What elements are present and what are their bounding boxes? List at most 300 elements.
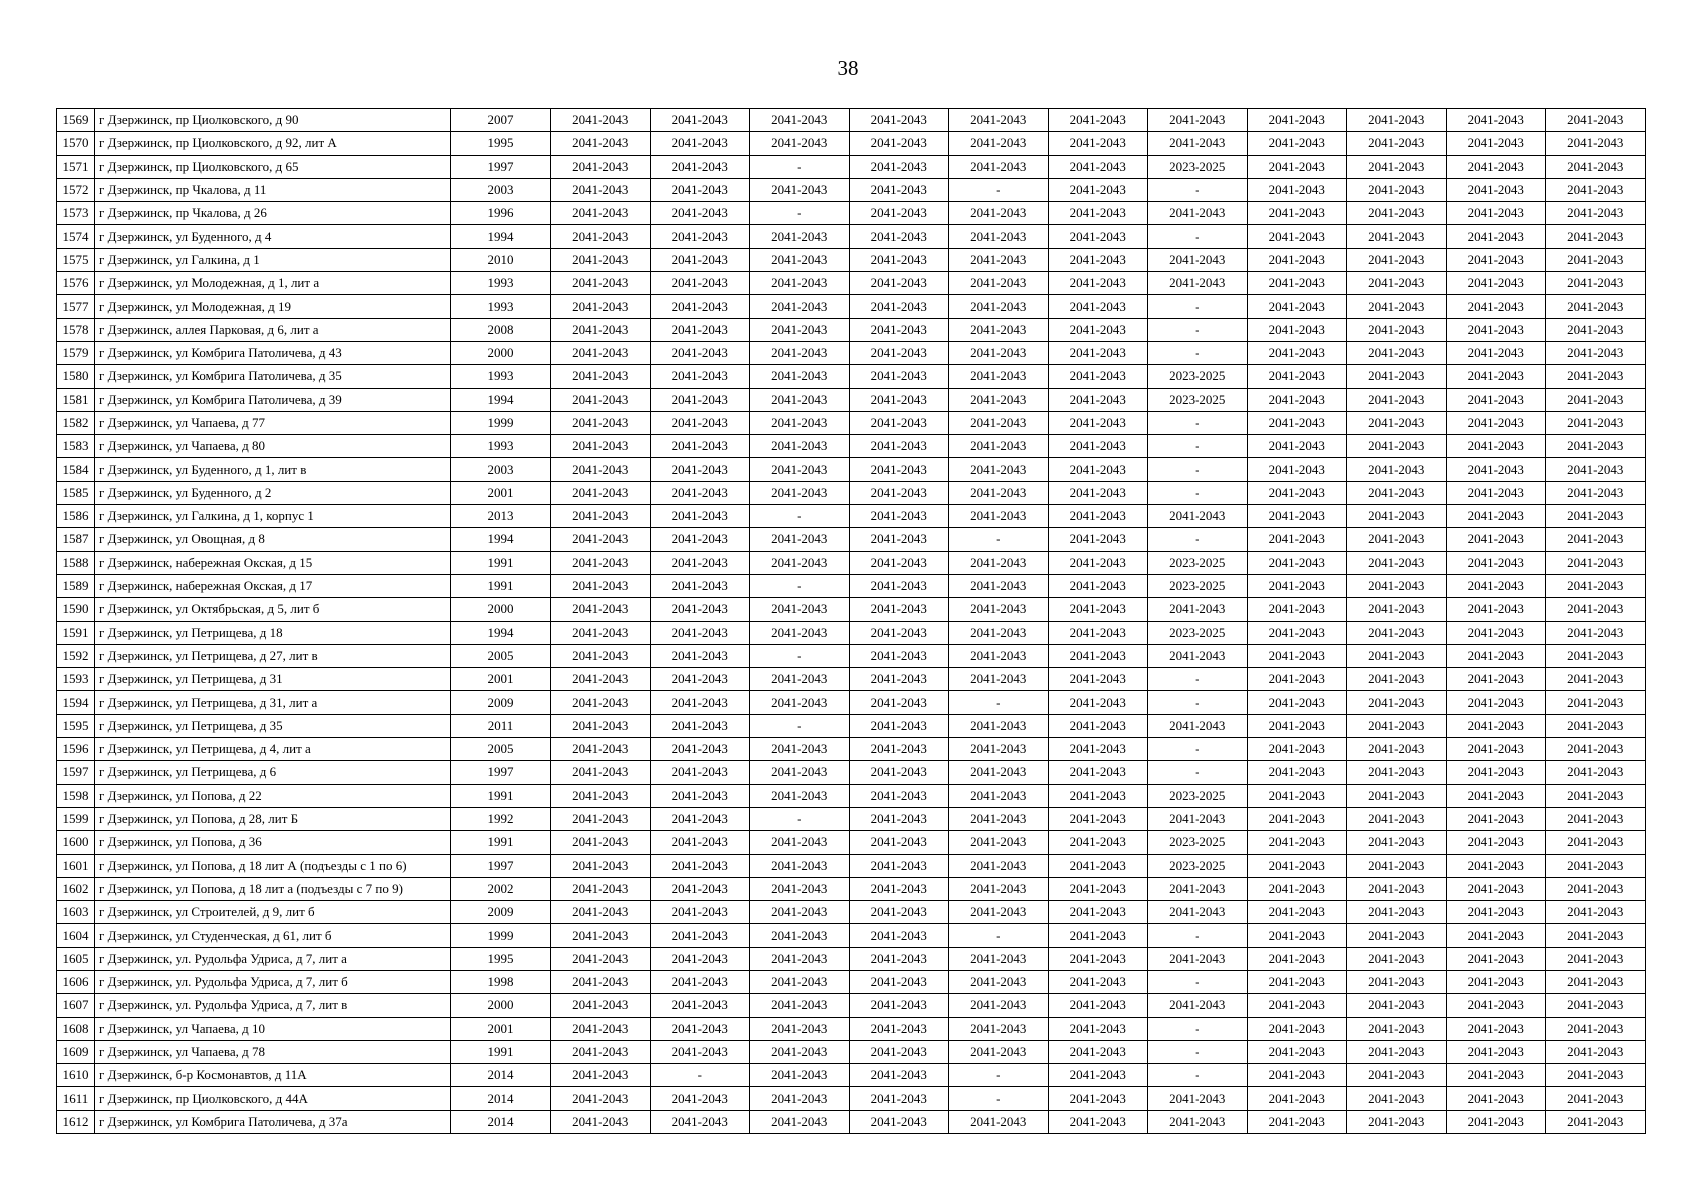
period-cell: 2041-2043 xyxy=(1247,831,1347,854)
period-cell: - xyxy=(1148,178,1248,201)
table-row xyxy=(57,341,1646,364)
period-cell: 2041-2043 xyxy=(750,1017,850,1040)
period-cell: 2041-2043 xyxy=(750,1064,850,1087)
period-cell: 2041-2043 xyxy=(750,528,850,551)
period-cell: 2041-2043 xyxy=(750,598,850,621)
period-cell: 2041-2043 xyxy=(949,155,1049,178)
period-cell: 2041-2043 xyxy=(949,807,1049,830)
year-cell: 1991 xyxy=(451,831,551,854)
period-cell: 2041-2043 xyxy=(1148,202,1248,225)
row-number-cell: 1570 xyxy=(57,132,95,155)
period-cell: 2041-2043 xyxy=(1048,435,1148,458)
period-cell: 2041-2043 xyxy=(650,225,750,248)
table-row xyxy=(57,574,1646,597)
period-cell: - xyxy=(1148,318,1248,341)
table-row xyxy=(57,831,1646,854)
address-cell: г Дзержинск, ул Попова, д 18 лит а (подъезды с 7 по 9) xyxy=(95,877,451,900)
period-cell: 2041-2043 xyxy=(1347,901,1447,924)
period-cell: - xyxy=(949,691,1049,714)
period-cell: - xyxy=(1148,295,1248,318)
period-cell: 2041-2043 xyxy=(750,341,850,364)
period-cell: 2041-2043 xyxy=(849,970,949,993)
period-cell: 2041-2043 xyxy=(949,132,1049,155)
period-cell: 2041-2043 xyxy=(849,225,949,248)
period-cell: 2041-2043 xyxy=(750,458,850,481)
period-cell: 2041-2043 xyxy=(1347,435,1447,458)
year-cell: 1996 xyxy=(451,202,551,225)
period-cell: 2041-2043 xyxy=(1247,714,1347,737)
row-number-cell: 1595 xyxy=(57,714,95,737)
row-number-cell: 1573 xyxy=(57,202,95,225)
period-cell: 2041-2043 xyxy=(1446,784,1546,807)
row-number-cell: 1612 xyxy=(57,1110,95,1133)
address-cell: г Дзержинск, ул Овощная, д 8 xyxy=(95,528,451,551)
period-cell: - xyxy=(1148,411,1248,434)
table-row xyxy=(57,272,1646,295)
period-cell: 2041-2043 xyxy=(1247,272,1347,295)
period-cell: 2041-2043 xyxy=(1546,1017,1646,1040)
year-cell: 2003 xyxy=(451,178,551,201)
period-cell: 2041-2043 xyxy=(1247,761,1347,784)
period-cell: 2041-2043 xyxy=(1148,109,1248,132)
period-cell: 2041-2043 xyxy=(849,528,949,551)
period-cell: 2041-2043 xyxy=(849,132,949,155)
address-cell: г Дзержинск, аллея Парковая, д 6, лит а xyxy=(95,318,451,341)
period-cell: - xyxy=(1148,341,1248,364)
period-cell: 2041-2043 xyxy=(1048,1110,1148,1133)
period-cell: 2041-2043 xyxy=(750,784,850,807)
period-cell: 2041-2043 xyxy=(1446,738,1546,761)
period-cell: 2041-2043 xyxy=(1048,505,1148,528)
row-number-cell: 1574 xyxy=(57,225,95,248)
table-row xyxy=(57,621,1646,644)
period-cell: 2041-2043 xyxy=(1347,784,1447,807)
period-cell: - xyxy=(949,1087,1049,1110)
period-cell: 2041-2043 xyxy=(849,691,949,714)
period-cell: 2041-2043 xyxy=(1247,365,1347,388)
period-cell: 2041-2043 xyxy=(1446,202,1546,225)
period-cell: 2023-2025 xyxy=(1148,388,1248,411)
period-cell: 2041-2043 xyxy=(1446,714,1546,737)
period-cell: 2041-2043 xyxy=(1048,295,1148,318)
year-cell: 2005 xyxy=(451,644,551,667)
period-cell: 2041-2043 xyxy=(949,970,1049,993)
table-row xyxy=(57,435,1646,458)
period-cell: 2041-2043 xyxy=(849,481,949,504)
period-cell: 2023-2025 xyxy=(1148,854,1248,877)
period-cell: 2041-2043 xyxy=(650,202,750,225)
period-cell: 2041-2043 xyxy=(1048,1040,1148,1063)
period-cell: 2041-2043 xyxy=(1048,551,1148,574)
period-cell: - xyxy=(750,574,850,597)
period-cell: 2041-2043 xyxy=(1048,365,1148,388)
table-row xyxy=(57,481,1646,504)
period-cell: - xyxy=(949,924,1049,947)
period-cell: 2041-2043 xyxy=(1446,458,1546,481)
period-cell: 2041-2043 xyxy=(849,1087,949,1110)
period-cell: 2041-2043 xyxy=(1148,714,1248,737)
year-cell: 2014 xyxy=(451,1110,551,1133)
period-cell: 2041-2043 xyxy=(1247,1017,1347,1040)
address-cell: г Дзержинск, пр Чкалова, д 26 xyxy=(95,202,451,225)
period-cell: 2041-2043 xyxy=(849,458,949,481)
table-row xyxy=(57,1110,1646,1133)
period-cell: 2041-2043 xyxy=(1247,435,1347,458)
address-cell: г Дзержинск, ул Попова, д 18 лит А (подъезды с 1 по 6) xyxy=(95,854,451,877)
period-cell: 2041-2043 xyxy=(1546,551,1646,574)
year-cell: 1999 xyxy=(451,924,551,947)
row-number-cell: 1604 xyxy=(57,924,95,947)
period-cell: 2041-2043 xyxy=(849,248,949,271)
address-cell: г Дзержинск, ул Чапаева, д 10 xyxy=(95,1017,451,1040)
period-cell: 2041-2043 xyxy=(650,854,750,877)
period-cell: 2041-2043 xyxy=(1446,272,1546,295)
address-cell: г Дзержинск, ул Попова, д 22 xyxy=(95,784,451,807)
address-cell: г Дзержинск, ул Комбрига Патоличева, д 35 xyxy=(95,365,451,388)
row-number-cell: 1588 xyxy=(57,551,95,574)
address-cell: г Дзержинск, ул Чапаева, д 78 xyxy=(95,1040,451,1063)
period-cell: 2041-2043 xyxy=(1347,714,1447,737)
period-cell: 2041-2043 xyxy=(551,225,651,248)
period-cell: 2041-2043 xyxy=(750,295,850,318)
year-cell: 1992 xyxy=(451,807,551,830)
period-cell: 2041-2043 xyxy=(1247,551,1347,574)
period-cell: 2041-2043 xyxy=(1048,644,1148,667)
period-cell: 2041-2043 xyxy=(1247,947,1347,970)
address-cell: г Дзержинск, ул Петрищева, д 4, лит а xyxy=(95,738,451,761)
period-cell: 2041-2043 xyxy=(551,155,651,178)
period-cell: 2041-2043 xyxy=(1546,505,1646,528)
year-cell: 1997 xyxy=(451,155,551,178)
period-cell: 2041-2043 xyxy=(1347,528,1447,551)
period-cell: 2041-2043 xyxy=(949,272,1049,295)
period-cell: 2041-2043 xyxy=(1347,1087,1447,1110)
table-row xyxy=(57,109,1646,132)
period-cell: 2041-2043 xyxy=(1347,831,1447,854)
address-cell: г Дзержинск, ул Комбрига Патоличева, д 43 xyxy=(95,341,451,364)
period-cell: 2041-2043 xyxy=(551,132,651,155)
period-cell: 2041-2043 xyxy=(1247,877,1347,900)
row-number-cell: 1579 xyxy=(57,341,95,364)
period-cell: 2041-2043 xyxy=(949,668,1049,691)
address-cell: г Дзержинск, ул Буденного, д 1, лит в xyxy=(95,458,451,481)
period-cell: 2041-2043 xyxy=(1347,574,1447,597)
period-cell: 2041-2043 xyxy=(1148,598,1248,621)
period-cell: 2041-2043 xyxy=(1247,738,1347,761)
period-cell: 2023-2025 xyxy=(1148,155,1248,178)
period-cell: 2041-2043 xyxy=(1347,761,1447,784)
period-cell: 2041-2043 xyxy=(1347,458,1447,481)
period-cell: 2041-2043 xyxy=(1347,248,1447,271)
period-cell: 2041-2043 xyxy=(750,1087,850,1110)
table-row xyxy=(57,1064,1646,1087)
period-cell: 2041-2043 xyxy=(1347,225,1447,248)
period-cell: 2041-2043 xyxy=(650,947,750,970)
table-row xyxy=(57,924,1646,947)
period-cell: 2041-2043 xyxy=(650,994,750,1017)
row-number-cell: 1594 xyxy=(57,691,95,714)
period-cell: 2041-2043 xyxy=(551,528,651,551)
period-cell: 2041-2043 xyxy=(1446,388,1546,411)
period-cell: 2041-2043 xyxy=(1446,644,1546,667)
period-cell: 2041-2043 xyxy=(1048,155,1148,178)
period-cell: 2041-2043 xyxy=(949,877,1049,900)
period-cell: 2041-2043 xyxy=(1048,248,1148,271)
period-cell: 2041-2043 xyxy=(849,784,949,807)
period-cell: 2041-2043 xyxy=(1247,318,1347,341)
period-cell: 2041-2043 xyxy=(1247,388,1347,411)
period-cell: 2041-2043 xyxy=(1247,668,1347,691)
period-cell: 2041-2043 xyxy=(1347,994,1447,1017)
period-cell: - xyxy=(1148,1064,1248,1087)
period-cell: 2041-2043 xyxy=(849,295,949,318)
period-cell: 2041-2043 xyxy=(1247,411,1347,434)
period-cell: 2041-2043 xyxy=(551,435,651,458)
period-cell: 2041-2043 xyxy=(1048,784,1148,807)
year-cell: 1997 xyxy=(451,854,551,877)
period-cell: 2041-2043 xyxy=(1247,644,1347,667)
period-cell: 2041-2043 xyxy=(1546,644,1646,667)
row-number-cell: 1589 xyxy=(57,574,95,597)
table-row xyxy=(57,877,1646,900)
period-cell: 2041-2043 xyxy=(551,970,651,993)
address-cell: г Дзержинск, ул Петрищева, д 18 xyxy=(95,621,451,644)
period-cell: 2041-2043 xyxy=(949,388,1049,411)
period-cell: 2041-2043 xyxy=(750,761,850,784)
period-cell: 2041-2043 xyxy=(750,411,850,434)
period-cell: 2041-2043 xyxy=(949,854,1049,877)
table-row xyxy=(57,598,1646,621)
year-cell: 1994 xyxy=(451,388,551,411)
period-cell: 2041-2043 xyxy=(650,691,750,714)
address-cell: г Дзержинск, ул Строителей, д 9, лит б xyxy=(95,901,451,924)
period-cell: 2023-2025 xyxy=(1148,784,1248,807)
period-cell: 2041-2043 xyxy=(849,668,949,691)
address-cell: г Дзержинск, пр Циолковского, д 44А xyxy=(95,1087,451,1110)
period-cell: 2041-2043 xyxy=(849,365,949,388)
period-cell: 2041-2043 xyxy=(750,365,850,388)
period-cell: 2041-2043 xyxy=(1247,924,1347,947)
period-cell: 2041-2043 xyxy=(1546,574,1646,597)
period-cell: - xyxy=(1148,1017,1248,1040)
period-cell: - xyxy=(1148,668,1248,691)
period-cell: 2041-2043 xyxy=(750,225,850,248)
period-cell: 2041-2043 xyxy=(1048,318,1148,341)
table-row xyxy=(57,178,1646,201)
period-cell: 2041-2043 xyxy=(1048,458,1148,481)
period-cell: 2041-2043 xyxy=(551,551,651,574)
period-cell: 2041-2043 xyxy=(551,854,651,877)
period-cell: 2041-2043 xyxy=(551,178,651,201)
period-cell: 2041-2043 xyxy=(1546,877,1646,900)
period-cell: 2041-2043 xyxy=(1546,854,1646,877)
table-row xyxy=(57,761,1646,784)
period-cell: 2041-2043 xyxy=(849,272,949,295)
period-cell: 2041-2043 xyxy=(1446,435,1546,458)
period-cell: 2041-2043 xyxy=(750,109,850,132)
table-row xyxy=(57,668,1646,691)
period-cell: 2041-2043 xyxy=(750,994,850,1017)
period-cell: - xyxy=(1148,738,1248,761)
period-cell: 2041-2043 xyxy=(750,947,850,970)
period-cell: 2041-2043 xyxy=(650,435,750,458)
period-cell: 2041-2043 xyxy=(750,248,850,271)
period-cell: 2041-2043 xyxy=(849,854,949,877)
period-cell: - xyxy=(650,1064,750,1087)
period-cell: 2041-2043 xyxy=(750,621,850,644)
period-cell: 2041-2043 xyxy=(1446,877,1546,900)
period-cell: 2041-2043 xyxy=(650,272,750,295)
period-cell: 2041-2043 xyxy=(1546,458,1646,481)
period-cell: 2041-2043 xyxy=(1546,528,1646,551)
address-cell: г Дзержинск, ул Галкина, д 1, корпус 1 xyxy=(95,505,451,528)
period-cell: 2041-2043 xyxy=(1247,784,1347,807)
address-cell: г Дзержинск, пр Циолковского, д 92, лит А xyxy=(95,132,451,155)
table-row xyxy=(57,714,1646,737)
period-cell: - xyxy=(1148,481,1248,504)
period-cell: 2041-2043 xyxy=(949,248,1049,271)
period-cell: 2041-2043 xyxy=(1446,947,1546,970)
period-cell: 2041-2043 xyxy=(750,481,850,504)
table-row xyxy=(57,458,1646,481)
period-cell: 2041-2043 xyxy=(1347,877,1447,900)
year-cell: 1993 xyxy=(451,272,551,295)
year-cell: 1993 xyxy=(451,295,551,318)
address-cell: г Дзержинск, ул Комбрига Патоличева, д 39 xyxy=(95,388,451,411)
period-cell: 2023-2025 xyxy=(1148,621,1248,644)
period-cell: 2041-2043 xyxy=(1048,738,1148,761)
period-cell: 2041-2043 xyxy=(1446,1087,1546,1110)
table-body xyxy=(57,109,1646,1134)
period-cell: 2041-2043 xyxy=(849,994,949,1017)
period-cell: 2041-2043 xyxy=(750,1040,850,1063)
year-cell: 2007 xyxy=(451,109,551,132)
address-cell: г Дзержинск, ул Комбрига Патоличева, д 37а xyxy=(95,1110,451,1133)
period-cell: 2041-2043 xyxy=(1148,877,1248,900)
period-cell: 2041-2043 xyxy=(551,318,651,341)
address-cell: г Дзержинск, ул. Рудольфа Удриса, д 7, лит б xyxy=(95,970,451,993)
period-cell: 2041-2043 xyxy=(551,644,651,667)
period-cell: 2041-2043 xyxy=(949,109,1049,132)
period-cell: 2041-2043 xyxy=(650,458,750,481)
period-cell: 2041-2043 xyxy=(1048,901,1148,924)
period-cell: - xyxy=(1148,924,1248,947)
period-cell: 2041-2043 xyxy=(1048,178,1148,201)
period-cell: 2041-2043 xyxy=(650,574,750,597)
period-cell: 2041-2043 xyxy=(849,644,949,667)
row-number-cell: 1603 xyxy=(57,901,95,924)
period-cell: 2041-2043 xyxy=(1446,481,1546,504)
year-cell: 2009 xyxy=(451,901,551,924)
period-cell: 2041-2043 xyxy=(650,1040,750,1063)
period-cell: 2041-2043 xyxy=(551,947,651,970)
period-cell: 2041-2043 xyxy=(1347,295,1447,318)
period-cell: 2041-2043 xyxy=(1148,994,1248,1017)
address-cell: г Дзержинск, ул. Рудольфа Удриса, д 7, лит а xyxy=(95,947,451,970)
period-cell: 2041-2043 xyxy=(1048,132,1148,155)
period-cell: 2041-2043 xyxy=(849,155,949,178)
year-cell: 2001 xyxy=(451,481,551,504)
row-number-cell: 1578 xyxy=(57,318,95,341)
address-cell: г Дзержинск, ул Молодежная, д 19 xyxy=(95,295,451,318)
period-cell: 2041-2043 xyxy=(1446,295,1546,318)
period-cell: 2041-2043 xyxy=(1048,621,1148,644)
year-cell: 1993 xyxy=(451,435,551,458)
period-cell: 2041-2043 xyxy=(1546,714,1646,737)
period-cell: 2041-2043 xyxy=(750,318,850,341)
period-cell: 2041-2043 xyxy=(849,598,949,621)
address-cell: г Дзержинск, ул Октябрьская, д 5, лит б xyxy=(95,598,451,621)
period-cell: 2041-2043 xyxy=(1347,551,1447,574)
period-cell: 2041-2043 xyxy=(1446,225,1546,248)
period-cell: 2041-2043 xyxy=(551,901,651,924)
period-cell: 2041-2043 xyxy=(949,901,1049,924)
period-cell: 2041-2043 xyxy=(650,761,750,784)
year-cell: 1998 xyxy=(451,970,551,993)
table-row xyxy=(57,132,1646,155)
period-cell: 2041-2043 xyxy=(1546,411,1646,434)
period-cell: 2041-2043 xyxy=(849,341,949,364)
row-number-cell: 1605 xyxy=(57,947,95,970)
period-cell: 2041-2043 xyxy=(650,505,750,528)
period-cell: 2041-2043 xyxy=(1048,411,1148,434)
period-cell: 2041-2043 xyxy=(849,1040,949,1063)
period-cell: 2041-2043 xyxy=(551,738,651,761)
period-cell: 2041-2043 xyxy=(650,155,750,178)
period-cell: 2041-2043 xyxy=(949,1110,1049,1133)
period-cell: 2041-2043 xyxy=(1048,761,1148,784)
row-number-cell: 1598 xyxy=(57,784,95,807)
repair-schedule-table xyxy=(56,108,1646,1134)
year-cell: 1995 xyxy=(451,132,551,155)
row-number-cell: 1583 xyxy=(57,435,95,458)
period-cell: 2041-2043 xyxy=(949,714,1049,737)
year-cell: 2001 xyxy=(451,668,551,691)
period-cell: 2041-2043 xyxy=(551,691,651,714)
period-cell: 2041-2043 xyxy=(551,109,651,132)
address-cell: г Дзержинск, пр Циолковского, д 90 xyxy=(95,109,451,132)
year-cell: 1991 xyxy=(451,551,551,574)
period-cell: 2041-2043 xyxy=(750,388,850,411)
period-cell: - xyxy=(750,505,850,528)
address-cell: г Дзержинск, ул Буденного, д 4 xyxy=(95,225,451,248)
period-cell: - xyxy=(750,202,850,225)
period-cell: 2041-2043 xyxy=(1546,691,1646,714)
period-cell: 2041-2043 xyxy=(1148,505,1248,528)
year-cell: 2001 xyxy=(451,1017,551,1040)
table-row xyxy=(57,1040,1646,1063)
period-cell: 2041-2043 xyxy=(1347,272,1447,295)
period-cell: 2041-2043 xyxy=(1347,318,1447,341)
period-cell: 2041-2043 xyxy=(1247,854,1347,877)
period-cell: 2041-2043 xyxy=(1247,481,1347,504)
year-cell: 1995 xyxy=(451,947,551,970)
period-cell: 2041-2043 xyxy=(1048,388,1148,411)
period-cell: 2041-2043 xyxy=(1247,505,1347,528)
period-cell: 2041-2043 xyxy=(1446,318,1546,341)
period-cell: 2041-2043 xyxy=(1347,644,1447,667)
period-cell: 2041-2043 xyxy=(551,831,651,854)
period-cell: 2041-2043 xyxy=(1546,272,1646,295)
year-cell: 1994 xyxy=(451,621,551,644)
period-cell: - xyxy=(1148,225,1248,248)
period-cell: 2041-2043 xyxy=(551,807,651,830)
period-cell: 2041-2043 xyxy=(1148,1110,1248,1133)
table-row xyxy=(57,970,1646,993)
period-cell: 2041-2043 xyxy=(1247,132,1347,155)
period-cell: 2041-2043 xyxy=(1148,901,1248,924)
period-cell: 2041-2043 xyxy=(1546,831,1646,854)
